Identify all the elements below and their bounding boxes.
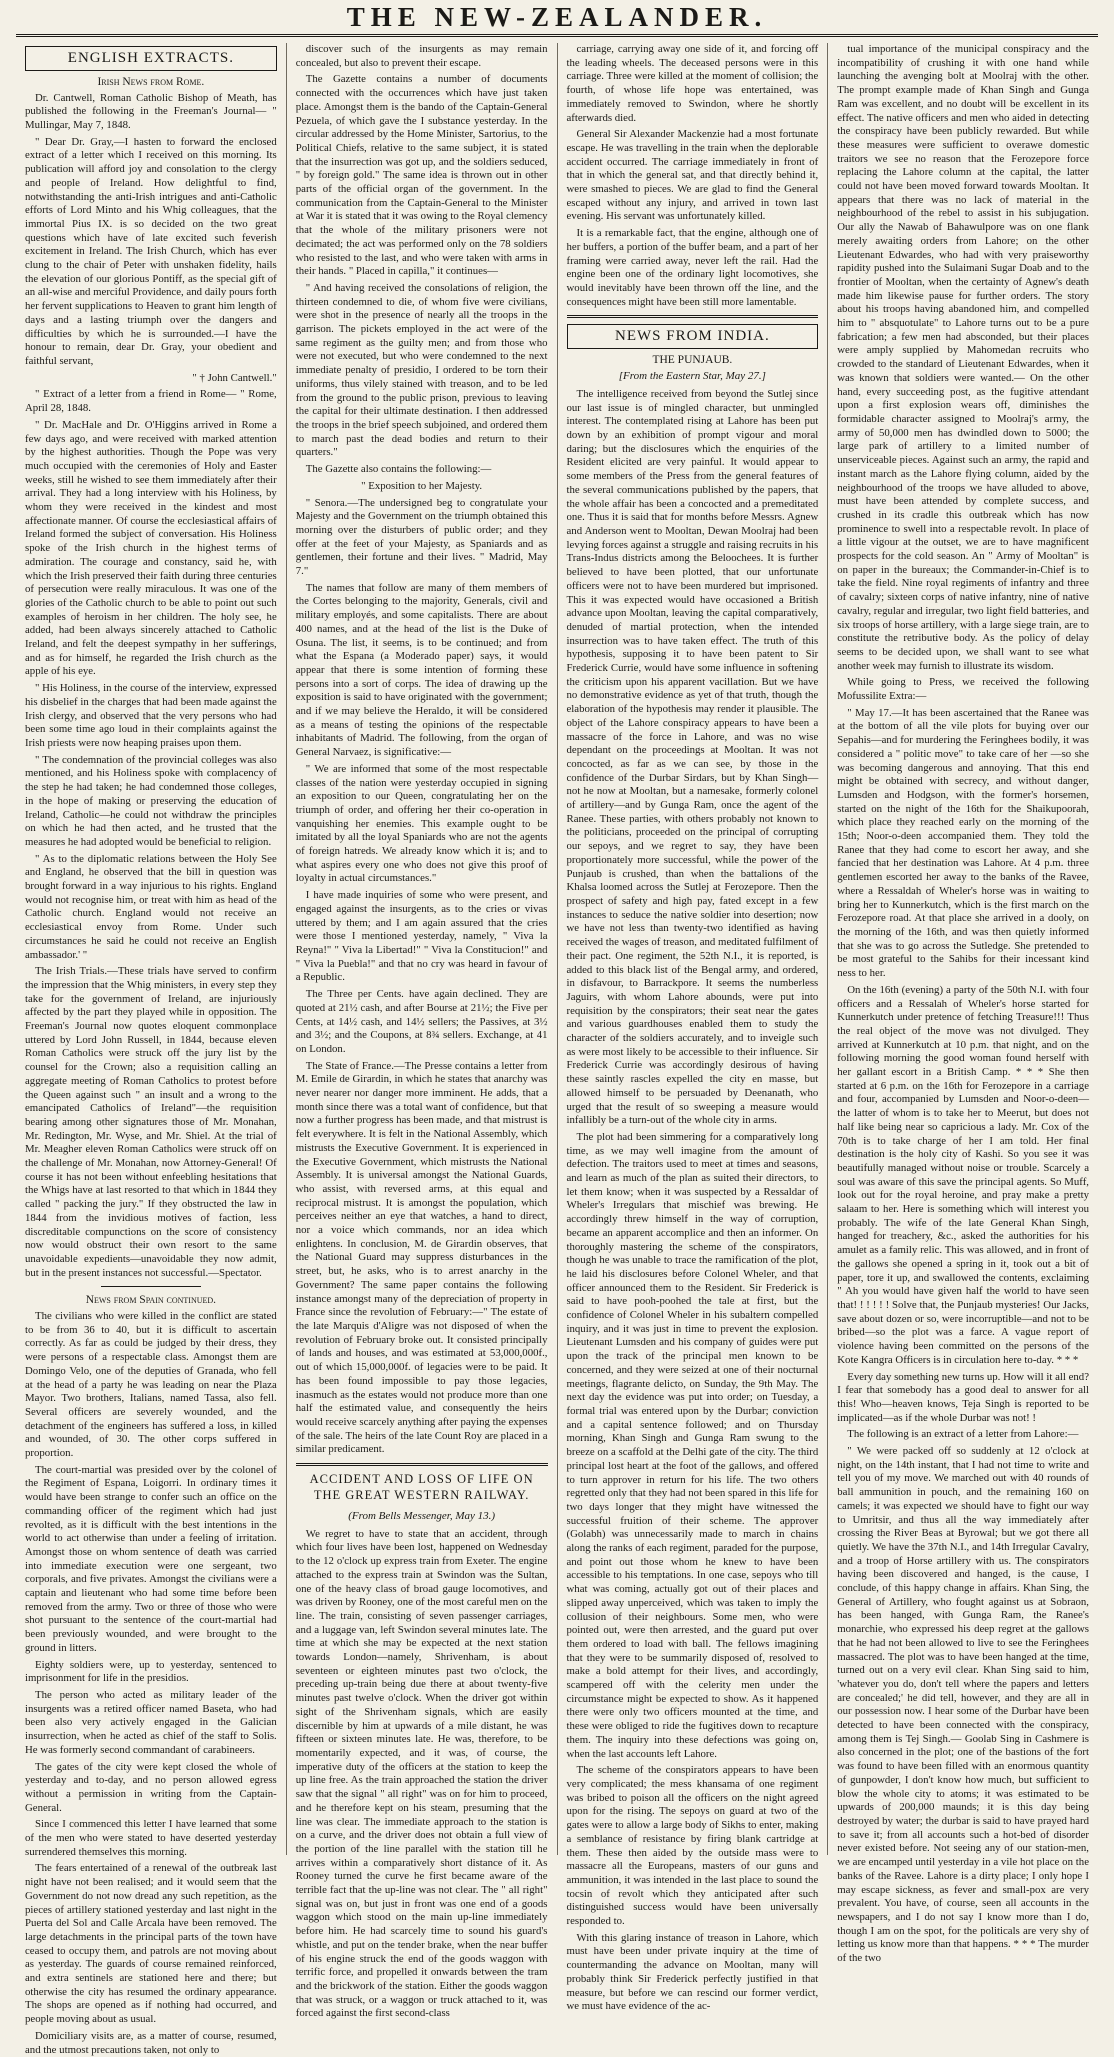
paragraph: " Dr. MacHale and Dr. O'Higgins arrived in Rome a few days ago, and were received with marked attention by the highest authorities. Though the Pope was very much occupied with the ceremonies of Holy and Easter weeks, still he wished to see them immediately after their arrival. They had a long interview with his Holiness, by whom they were received in the kindest and most affectionate manner. Of course the ecclesiastical affairs of Ireland formed the subject of conversation. His Holiness spoke of the Irish church in the highest terms of admiration. The courage and constancy, said he, with which the Irish preserved their faith during three centuries of persecution were really miraculous. It was one of the glories of the Catholic church to be able to point out such examples of heroism in her children. The holy see, he added, had been always sincerely attached to Catholic Ireland, and felt the deepest sympathy in her sufferings, and as for himself, he regarded the Irish church as the apple of his eye.: [25, 418, 277, 678]
paragraph: " We were packed off so suddenly at 12 o'clock at night, on the 14th instant, that I had not time to write and tell you of my move. We marched out with 40 rounds of ball ammunition in pouch, and the remaining 160 on camels; it was expected we should have to fight our way to Umritsir, and thus all the way immediately after crossing the River Beas at Byrowal; but we got there all quietly. We have the 37th N.I., and 14th Irregular Cavalry, and a troop of Horse artillery with us. The conspirators having been discovered and hanged, is the cause, I conclude, of this happy change in affairs. Khan Sing, the General of Artillery, who fought against us at Sobraon, has been hanged, with Gunga Ram, the Ranee's monarchie, who expressed his deep regret at the gallows that he had not been allowed to live to see the Feringhees massacred. The plot was to have been hanged at the time, turned out on a very evil clear. Khan Sing said to him, 'whatever you do, don't tell where the papers and letters are concealed;' he did tell, however, and they are all in our possession now. I hear some of the Durbar have been detected to have been connected with the conspiracy, among them is Tej Singh.— Goolab Sing in Cashmere is also concerned in the plot; one of the bastions of the fort was found to have been filled with an enormous quantity of gunpowder, I don't know how much, but sufficient to blow the whole city to atoms; it was estimated to be upwards of 200,000 maunds; it is this day being destroyed by water; the durbar is said to have prayed hard to save it; from all accounts such a hot-bed of disorder never existed before. Not seeing any of our station-men, we are encamped until yesterday in a vile hot place on the banks of the Ravee. Lahore is a dirty place; I only hope I may escape sickness, as fever and small-pox are very prevalent. You have, of course, seen all accounts in the newspapers, and I do not say I know more than I do, though I am on the spot, for the politicals are very shy of letting us know more than that happens. * * * The murder of the two: [837, 1445, 1089, 1965]
paragraph: The plot had been simmering for a comparatively long time, as we may well imagine from the amount of defection. The traitors used to meet at times and seasons, and learn as much of the plan as suited their directors, to let them know; when it was suspected by a Ressaldar of Wheler's Irregulars that mischief was brewing. He accordingly threw himself in the way of corruption, became an apparent accomplice and then an informer. On thoroughly mastering the scheme of the conspirators, though he was unable to trace the ramification of the plot, he laid his disclosures before Colonel Wheler, and that officer announced them to the Resident. Sir Frederick is said to have pooh-poohed the tale at first, but the confidence of Colonel Wheler in his subaltern compelled inquiry, and it was just in time to prevent the explosion. Lieutenant Lumsden and his company of guides were put upon the track of the principal men known to be concerned, and they were seized at one of their nocturnal meetings, flagrante delicto, on Sunday, the 9th May. The next day the evidence was put into order; on Tuesday, a formal trial was entered upon by the Durbar; conviction and a capital sentence followed; and on Thursday morning, Khan Singh and Gunga Ram swung to the breeze on a scaffold at the Delhi gate of the city. The third principal lost heart at the foot of the gallows, and offered to turn approver in return for his life. The two others regretted only that they had not been spared in this life for two days longer that they might have witnessed the successful fruition of their scheme. The approver (Golabh) was unnecessarily made to march in chains along the ranks of each regiment, paraded for the purpose, and point out those whom he knew to have been accessible to his temptations. In one case, sepoys who till what was coming, actually got out of their places and slipped away unperceived, which was taken to imply the collusion of their neighbours. Some men, who were pointed out, were then arrested, and the guard put over them ordered to load with ball. The fellows imagining that they were to be summarily disposed of, resolved to make a bold attempt for their lives, and accordingly, scampered off with the celerity men under the circumstance might be expected to show. As it happened there were only two officers mounted at the time, and these were obliged to ride the fugitives down to recapture them. The inquiry into these defections was going on, when the last accounts left Lahore.: [566, 1130, 819, 1760]
paragraph: We regret to have to state that an accident, through which four lives have been lost, happened on Wednesday to the 12 o'clock up express train from Exeter. The engine attached to the express train at Swindon was the Sultan, one of the heavy class of broad gauge locomotives, and was driven by Rooney, one of the most careful men on the line. The train, consisting of seven passenger carriages, and a luggage van, left Swindon several minutes late. The time at which she may be expected at the next station towards London—namely, Shrivenham, is about seventeen or eighteen minutes past two o'clock, the preceding up-train being due there at about twenty-five minutes past twelve o'clock. When the driver got within sight of the Shrivenham signals, which are easily discernible by him at upwards of a mile distant, he was fifteen or sixteen minutes late. He was, therefore, to be momentarily expected, and it was, of course, the imperative duty of the officers at the station to keep the up line free. As the train approached the station the driver saw that the signal " all right" was on for him to proceed, and he therefore kept on his steam, presuming that the line was clear. The immediate approach to the station is on a curve, and the driver does not obtain a full view of the portion of the line parallel with the station till he arrives within a comparatively short distance of it. As Rooney turned the curve he first became aware of the terrible fact that the up-line was not clear. The " all right" signal was on, but just in front was one end of a goods waggon which stood on the main up-line immediately before him. He had scarcely time to sound his guard's whistle, and put on the tender brake, when the near buffer of his engine struck the end of the goods waggon with terrific force, and propelled it onwards between the tram and the brickwork of the station. Either the goods waggon that was struck, or a waggon or truck attached to it, was forced against the first second-class: [295, 1527, 548, 2020]
article-heading-punjaub: THE PUNJAUB.: [652, 354, 733, 367]
paragraph: Dr. Cantwell, Roman Catholic Bishop of Meath, has published the following in the Freeman's Journal— " Mullingar, May 7, 1848.: [25, 91, 277, 132]
paragraph: Since I commenced this letter I have learned that some of the men who were stated to have deserted yesterday surrendered themselves this morning.: [25, 1818, 277, 1858]
paragraph: " And having received the consolations of religion, the thirteen condemned to die, of whom five were civilians, were shot in the presence of nearly all the troops in the garrison. The pickets employed in the act were of the same regiment as the guilty men; and from those who were not executed, but who were condemned to the next immediate penalty of presidio, I ordered to be torn their uniforms, thus vilely stained with treason, and to be led from the ground to the public prison, previous to leaving the capital for their ultimate destination. I then addressed the troops in the brief speech subjoined, and ordered them to march past the dead bodies and return to their quarters.": [295, 281, 548, 459]
paragraph: The Gazette also contains the following:—: [305, 463, 492, 476]
divider: [101, 1286, 202, 1287]
paragraph: General Sir Alexander Mackenzie had a most fortunate escape. He was travelling in the train when the deplorable accident occurred. The carriage immediately in front of that in which the general sat, and that directly behind it, were smashed to pieces. We are glad to find the General escaped without any injury, and arrived in town last evening. His servant was unfortunately killed.: [566, 128, 819, 223]
paragraph: The person who acted as military leader of the insurgents was a retired officer named Baseta, who had been also very actively engaged in the Galician insurrection, when he acted as chief of the staff to Solis. He was formerly second commandant of carabineers.: [25, 1688, 277, 1756]
paragraph: " Dear Dr. Gray,—I hasten to forward the enclosed extract of a letter which I received on this morning. Its publication will afford joy and consolation to the clergy and people of Ireland. How delightful to find, notwithstanding the anti-Irish intrigues and anti-Catholic efforts of Lord Minto and his Whig colleagues, that the immortal Pius IX. is so decided on the two great questions which have of late excited such feverish excitement in Ireland. The Irish Church, which has ever clung to the chair of Peter with unshaken fidelity, hails the elevation of our glorious Pontiff, as the special gift of an all-wise and merciful Providence, and daily pours forth her fervent supplications to Heaven to grant him length of days and a lasting triumph over the dangers and difficulties by which he is surrounded.—I have the honour to remain, dear Dr. Gray, your obedient and faithful servant,: [25, 135, 277, 367]
paragraph: The Gazette contains a number of documents connected with the occurrences which have just taken place. Amongst them is the bando of the Captain-General Pezuela, of which gave the I substance yesterday. In the circular addressed by the Home Minister, Sartorius, to the Political Chiefs, relative to the same subject, it is stated that the insurrection was got up, and the soldiers seduced, " by foreign gold." The same idea is thrown out in other parts of the official organ of the government. In the communication from the Captain-General to the Minister at War it is stated that it was owing to the Royal clemency that the whole of the military prisoners were not decimated; the act was performed only on the 78 soldiers who resisted to the last, and who were taken with arms in their hands. " Placed in capilla," it continues—: [295, 73, 548, 278]
paragraph: " As to the diplomatic relations between the Holy See and England, he observed that the bill in question was brought forward in a way injurious to his rights. England would not recognise him, or treat with him as head of the Catholic church. England would not receive an ecclesiastical envoy from Rome. Under such circumstances he said he could not receive an English ambassador.' ": [25, 852, 277, 961]
paragraph: The gates of the city were kept closed the whole of yesterday and to-day, and no person allowed egress without a permission in writing from the Captain-General.: [25, 1760, 277, 1814]
divider: [296, 1463, 548, 1466]
paragraph: I have made inquiries of some who were present, and engaged against the insurgents, as to the cries or vivas uttered by them; and I am again assured that the cries were those I mentioned yesterday, namely, " Viva la Reyna!" " Viva la Libertad!" " Viva la Constitucion!" and " Viva la Puebla!" and that no cry was heard in favour of a Republic.: [295, 889, 548, 984]
paragraph: Domiciliary visits are, as a matter of course, resumed, and the utmost precautions taken, not only to: [25, 2029, 277, 2056]
article-source: [From the Eastern Star, May 27.]: [618, 370, 766, 382]
paragraph: The Three per Cents. have again declined. They are quoted at 21½ cash, and after Bourse at 21½; the Five per Cents, at 14½ cash, and 14½ sellers; the Passives, at 3½ and 3½; and the Coupons, at 8¾ sellers. Exchange, at 41 on London.: [295, 988, 548, 1055]
paragraph: " The condemnation of the provincial colleges was also mentioned, and his Holiness spoke with complacency of the step he had taken; he had condemned those colleges, in the hope of making or preserving the education of Ireland, Catholic—he could not withdraw the principles on which he had then acted, and he trusted that the measures he had adopted would be beneficial to religion.: [25, 753, 277, 848]
column-3: [558, 43, 829, 2013]
paragraph: " Extract of a letter from a friend in Rome— " Rome, April 28, 1848.: [25, 388, 277, 415]
paragraph: While going to Press, we received the following Mofussilite Extra:—: [837, 676, 1089, 703]
paragraph: With this glaring instance of treason in Lahore, which must have been under private inquiry at the time of countermanding the advance on Mooltan, many will probably think Sir Frederick perfectly justified in that measure, but before we can rescind our former verdict, we must have evidence of the ac-: [566, 1931, 819, 2013]
paragraph: The following is an extract of a letter from Lahore:—: [847, 1428, 1079, 1441]
paragraph: Every day something new turns up. How will it all end? I fear that somebody has a good deal to answer for all this! Who—heaven knows, Teja Singh is reported to be implicated—as if the whole Durbar was not! !: [837, 1370, 1089, 1424]
paragraph: " We are informed that some of the most respectable classes of the nation were yesterday occupied in signing an exposition to our Queen, congratulating her on the triumph of order, and offering her their co-operation in vanquishing her enemies. This example ought to be imitated by all the loyal Spaniards who are not the agents of foreign hatreds. We already know which it is; and to what aspires every one who does not give this proof of loyalty in actual circumstances.": [295, 762, 548, 885]
paragraph: The fears entertained of a renewal of the outbreak last night have not been realised; and it would seem that the Government do not now dread any such repetition, as the pieces of artillery stationed yesterday and last night in the Puerta del Sol and Calle Arcala have been removed. The large detachments in the principal parts of the town have ceased to occupy them, and patrols are not moving about as yesterday. The guards of course remained reinforced, and extra sentinels are stationed here and there; but otherwise the city has resumed the ordinary appearance. The shops are opened as if nothing had occurred, and people moving about as usual.: [25, 1862, 277, 2026]
article-heading-railway: ACCIDENT AND LOSS OF LIFE ON THE GREAT WESTERN RAILWAY.: [309, 1472, 534, 1502]
article-heading-irish-news: Irish News from Rome.: [97, 76, 205, 89]
paragraph: The civilians who were killed in the conflict are stated to be from 36 to 40, but it is difficult to ascertain correctly. As far as could be judged by their dress, they were persons of a respectable class. Amongst them are Domingo Velo, one of the deputies of Granada, who fell at the head of a party he was leading on near the Plaza Mayor. Two brothers, Italians, named Tassa, also fell. Several officers are severely wounded, and the detachment of the engineers has suffered a loss, in killed and wounded, of 30. The other corps suffered in proportion.: [25, 1310, 277, 1460]
paragraph: " May 17.—It has been ascertained that the Ranee was at the bottom of all the vile plots for buying over our Sepahis—and for murdering the Feringhees bodily, it was considered a " politic move" to take care of her —so she was becoming dangerous and annoying. That this end might be obtained with secrecy, and without danger, Lumsden and Hodgson, with the former's horsemen, started on the night of the 16th for the Shaikupoorah, which place they reached early on the morning of the 15th; Noor-o-deen accompanied them. They told the Ranee that they had come to escort her away, and she fancied that her destination was Lahore. At 4 p.m. three gentlemen escorted her away to the banks of the Ravee, where a Ressaldah of Wheler's horse was in waiting to bring her to Kunnerkutch, which is the first march on the Ferozepore road. At that place she arrived in a dooly, on the morning of the 16th, and was then quietly informed that she was to go across the Sutledge. She pretended to be most grateful to the Sahibs for their incessant kind ness to her.: [837, 706, 1089, 980]
paragraph: carriage, carrying away one side of it, and forcing off the leading wheels. The deceased persons were in this carriage. Three were killed at the moment of collision; the fourth, of whose life hope was entertained, was immediately removed to Swindon, where he shortly afterwards died.: [566, 43, 819, 124]
section-heading-english-extracts: ENGLISH EXTRACTS.: [25, 46, 277, 71]
paragraph: discover such of the insurgents as may remain concealed, but also to prevent their escape.: [295, 43, 548, 69]
paragraph: On the 16th (evening) a party of the 50th N.I. with four officers and a Ressalah of Wheler's horse started for Kunnerkutch under pretence of fetching Treasure!!! Thus the real object of the move was not divulged. They arrived at Kunnerkutch at 10 p.m. that night, and on the following morning the good woman found herself with her gallant escort in a British Camp. * * * She then started at 6 p.m. on the 16th for Ferozepore in a carriage and four, accompanied by Lumsden and Noor-o-deen—the latter of whom is to take her to Meerut, but does not half like being near so capricious a lady. Mr. Cox of the 70th is to take charge of her I am told. Her final destination is the holy city of Kashi. So you see it was beautifully managed without noise or trouble. Scarcely a soul was aware of this save the principal agents. So Muff, look out for the royal heroine, and pray make a pretty salaam to her. Here is something which will interest you probably. The wife of the late General Khan Singh, hanged for treachery, &c., asked the authorities for his amulet as a family relic. This was allowed, and in front of the gallows she opened a spring in it, took out a bit of paper, tore it up, and swallowed the contents, exclaiming " Ah you would have given half the world to have seen that! ! ! ! ! ! Solve that, the Punjaub mysteries! Our Jacks, save about dozen or so, were incorruptible—and not to be bribed—so the plot was a farce. A vague report of violence having been committed on the persons of the Kote Kangra Officers is in circulation here to-day. * * *: [837, 983, 1089, 1366]
paragraph: " His Holiness, in the course of the interview, expressed his disbelief in the charges that had been made against the Irish clergy, and observed that the very persons who had been some time ago loud in their complaints against the Irish priests were now heaping praises upon them.: [25, 682, 277, 749]
paragraph: The Irish Trials.—These trials have served to confirm the impression that the Whig ministers, in every step they take for the government of Ireland, are injuriously affected by the part they played while in opposition. The Freeman's Journal now quotes eloquent commonplace uttered by Lord John Russell, in 1844, because eleven Roman Catholics were struck off the jury list by the counsel for the Crown; also a requisition calling an aggregate meeting of Roman Catholics to protest before the Queen against such " an insult and a wrong to the emancipated Catholics of Ireland"—the requisition bearing among other signatures those of Mr. Monahan, Mr. Redington, Mr. Wyse, and Mr. Shiel. At the trial of Mr. Meagher eleven Roman Catholics were struck off on the challenge of Mr. Monahan, now Attorney-General! Of course it has not been without enfeebling hesitations that the Whigs have at last resorted to that which in 1844 they called " packing the jury." If they obstructed the law in 1844 from the invidious motives of faction, less discreditable compunctions on the score of consistency now would obstruct their own resort to the same unavoidable expedients—unavoidable they now admit, but in the present instances not successful.—Spectator.: [25, 965, 277, 1279]
paragraph: The State of France.—The Presse contains a letter from M. Emile de Girardin, in which he states that anarchy was never nearer nor danger more imminent. He adds, that a month since there was a total want of confidence, but that now a further progress has been made, and that mistrust is felt everywhere. It is felt in the National Assembly, which mistrusts the Executive Government. It is experienced in the Executive Government, which mistrusts the National Assembly. It is universal amongst the National Guards, who assist, with reversed arms, at this equal and reciprocal mistrust. It is amongst the population, which perceives neither an eye that watches, a hand to direct, nor a voice which commands, nor an idea which enlightens. In conclusion, M. de Girardin observes, that the National Guard may suppress disturbances in the street, but, he asks, who is to arrest anarchy in the Government? The same paper contains the following instance amongst many of the depreciation of property in France since the revolution of February:—" The estate of the late Marquis d'Aligre was not disposed of when the revolution of February broke out. It consisted principally of lands and houses, and was estimated at 53,000,000f., out of which 15,000,000f. of legacies were to be paid. It has been found impossible to pay those legacies, inasmuch as the estates would not produce more than one half the estimated value, and consequently the heirs would receive scarcely anything after paying the expenses of the sale. The heirs of the late Count Roy are placed in a similar predicament.: [295, 1059, 548, 1456]
signature: " † John Cantwell.": [192, 371, 277, 384]
column-4: [828, 43, 1098, 1965]
divider: [567, 315, 819, 318]
paragraph: The intelligence received from beyond the Sutlej since our last issue is of mingled character, but unmingled interest. The contemplated rising at Lahore has been put down by an exhibition of prompt vigour and moral daring; but the disclosures which the enquiries of the Resident elicited are very painful. It would appear to some members of the Press from the general features of the several communications published by the papers, that the whole affair has been a concocted and a premeditated one. Thus it is said that for months before Messrs. Agnew and Anderson went to Mooltan, Dewan Moolraj had been levying forces against a struggle and raising recruits in his Trans-Indus districts among the Beloochees. It is further believed to have been plotted, that our unfortunate officers were not to have been murdered but imprisoned. This it was expected would have occasioned a British advance upon Mooltan, leaving the capital comparatively, denuded of martial protection, when the intended insurrection was to have taken effect. The truth of this hypothesis, supposing it to have been patent to Sir Frederick Currie, would have some influence in softening the criticism upon his apparent vacillation. But we have no demonstrative evidence as yet of that truth, though the elaboration of the hypothesis may render it plausible. The object of the Lahore conspiracy appears to have been a massacre of the force in Lahore, and was no wise dependant on the proceedings at Mooltan. It was not concocted, as far as we can see, by those in the confidence of the Durbar Sirdars, but by Khan Singh—not he now at Mooltan, but a namesake, formerly colonel of artillery—and by Gunga Ram, once the agent of the Ranee. These parties, with others probably not known to the politicians, proceeded on the principal of corrupting our sepoys, and we regret to say, they have been proportionately more successful, while the power of the Punjaub is crushed, than when the battalions of the Khalsa loomed across the Sutlej at Ferozepore. Then the prospect of safety and high pay, fated except in a few instances to seduce the native soldier into desertion; now we have not less than twenty-two identified as having received the wages of treason, and meditated fulfilment of their pact. One regiment, the 52th N.I., it is reported, is added to this black list of the Bengal army, and ordered, in disfavour, to Barrackpore. It seems the numberless Jaguirs, with whom Lahore abounds, were put into requisition by the conspirators; their seat near the gates and various guardhouses enabled them to study the character of the soldiers accurately, and to inveigle such as were most likely to be accessible to their influence. Sir Frederick Currie was accordingly desirous of having these saintly rascles expelled the city en masse, but allowed himself to be persuaded by Deenanath, who urged that the result of so sweeping a measure would infallibly be a turn-out of the whole city in arms.: [566, 387, 819, 1127]
subheading: " Exposition to her Majesty.: [361, 479, 483, 492]
column-1: [16, 43, 287, 2056]
paragraph: The court-martial was presided over by the colonel of the Regiment of Espana, Loigorri. In ordinary times it would have been strange to confer such an office on the commanding officer of the regiment which had just revolted, as it is difficult with the best intentions in the world to act otherwise than under a feeling of irritation. Amongst those on whom sentence of death was carried into immediate execution were one sergeant, two corporals, and five privates. Amongst the civilians were a captain and lieutenant who had some time before been removed from the army. Two or three of those who were shot pursuant to the sentence of the court-martial had been previously wounded, and were brought to the ground in litters.: [25, 1463, 277, 1654]
paragraph: The names that follow are many of them members of the Cortes belonging to the majority, Generals, civil and military employés, and some capitalists. There are about 400 names, and at the head of the list is the Duke of Osuna. The list, it seems, is to be continued; and from what the Espana (a Moderado paper) says, it would appear that there is some intention of forming these persons into a sort of corps. The idea of drawing up the exposition is said to have originated with the government; and if we may believe the Heraldo, it will be considered as a means of testing the opinions of the respectable inhabitants of Madrid. The following, from the organ of General Narvaez, is significative:—: [295, 581, 548, 759]
columns: [16, 43, 1098, 2056]
paragraph: tual importance of the municipal conspiracy and the incompatibility of crushing it with one hand while launching the avenging bolt at Moolraj with the other. The prompt example made of Khan Singh and Gunga Ram was excellent, and no doubt will be excellent in its effect. The native officers and men who aided in detecting the conspiracy have been publicly rewarded. But while these measures were sufficient to overawe domestic traitors we see no reason that the Ferozepore force replacing the Lahore column at the capital, the latter could not have been moved forward towards Mooltan. It appears that there was no lack of material in the neighbourhood of the rebel to assist in his subjugation. Our ally the Nawab of Bahawulpore was on one flank merely awaiting orders from Lahore; on the other Lieutenant Edwardes, who had with very praiseworthy rapidity pushed into the Sulaimani Sugar Doab and to the frontier of Mooltan, when the certainty of Agnew's death made him likewise pause for further orders. The story about his troops having abandoned him, and compelled him to " absquotulate" to Lahore turns out to be a pure fabrication; a few men had absconded, but their places were amply supplied by Mahomedan recruits who crowded to the standard of Lieutenant Edwardes, when it was known that soldiers were wanted.— On the other hand, every succeeding post, as the fugitive attendant upon a first explosion wears off, diminishes the formidable character assigned to Moolraj's army, the army of 50,000 men has dwindled down to 5000; the large park of artillery to a limited number of unserviceable pieces. Against such an army, the rapid and instant march as the Lahore flying column, aided by the neighbourhood of the troops we have alluded to above, must have been attended by complete success, and crushed in its cradle this outbreak which has now prominence to swell into a respectable revolt. In place of a little vigour at the outset, we are to have magnificent prospects for the cold season. An " Army of Mooltan" is on paper in the bureaux; the Commander-in-Chief is to take the field. Nine royal regiments of infantry and three of cavalry; sixteen corps of native infantry, nine of native cavalry, regular and irregular, two light field batteries, and six troops of horse artillery, with a large siege train, are to constitute the retributive body. As the policy of delay seems to be decided upon, we shall want to see what another week may furnish to illustrate its wisdom.: [837, 43, 1089, 672]
paragraph: The scheme of the conspirators appears to have been very complicated; the mess khansama of one regiment was bribed to poison all the officers on the night agreed upon for the rising. The sepoys on guard at two of the gates were to allow a large body of Sikhs to enter, making a semblance of resistance by firing blank cartridge at them. These then aided by the outside mass were to massacre all the Europeans, masters of our guns and ammunition, it was intended in the last place to sound the tocsin of revolt which they anticipated after such distinguished success would have been universally responded to.: [566, 1764, 819, 1928]
paragraph: " Senora.—The undersigned beg to congratulate your Majesty and the Government on the triumph obtained this morning over the disturbers of public order; and they offer at the feet of your Majesty, as Spaniards and as gentlemen, their fortune and their lives. " Madrid, May 7.": [295, 496, 548, 578]
article-source: (From Bells Messenger, May 13.): [348, 1509, 496, 1522]
section-heading-india: NEWS FROM INDIA.: [567, 324, 819, 349]
paragraph: It is a remarkable fact, that the engine, although one of her buffers, a portion of the buffer beam, and a part of her framing were carried away, never left the rail. Had the engine been one of the ordinary light locomotives, she would inevitably have been thrown off the line, and the consequences might have been still more lamentable.: [566, 227, 819, 308]
article-heading-spain: News from Spain continued.: [85, 1294, 217, 1307]
paragraph: Eighty soldiers were, up to yesterday, sentenced to imprisonment for life in the presidios.: [25, 1658, 277, 1685]
column-2: [287, 43, 558, 2020]
masthead: THE NEW-ZEALANDER.: [16, 0, 1098, 37]
